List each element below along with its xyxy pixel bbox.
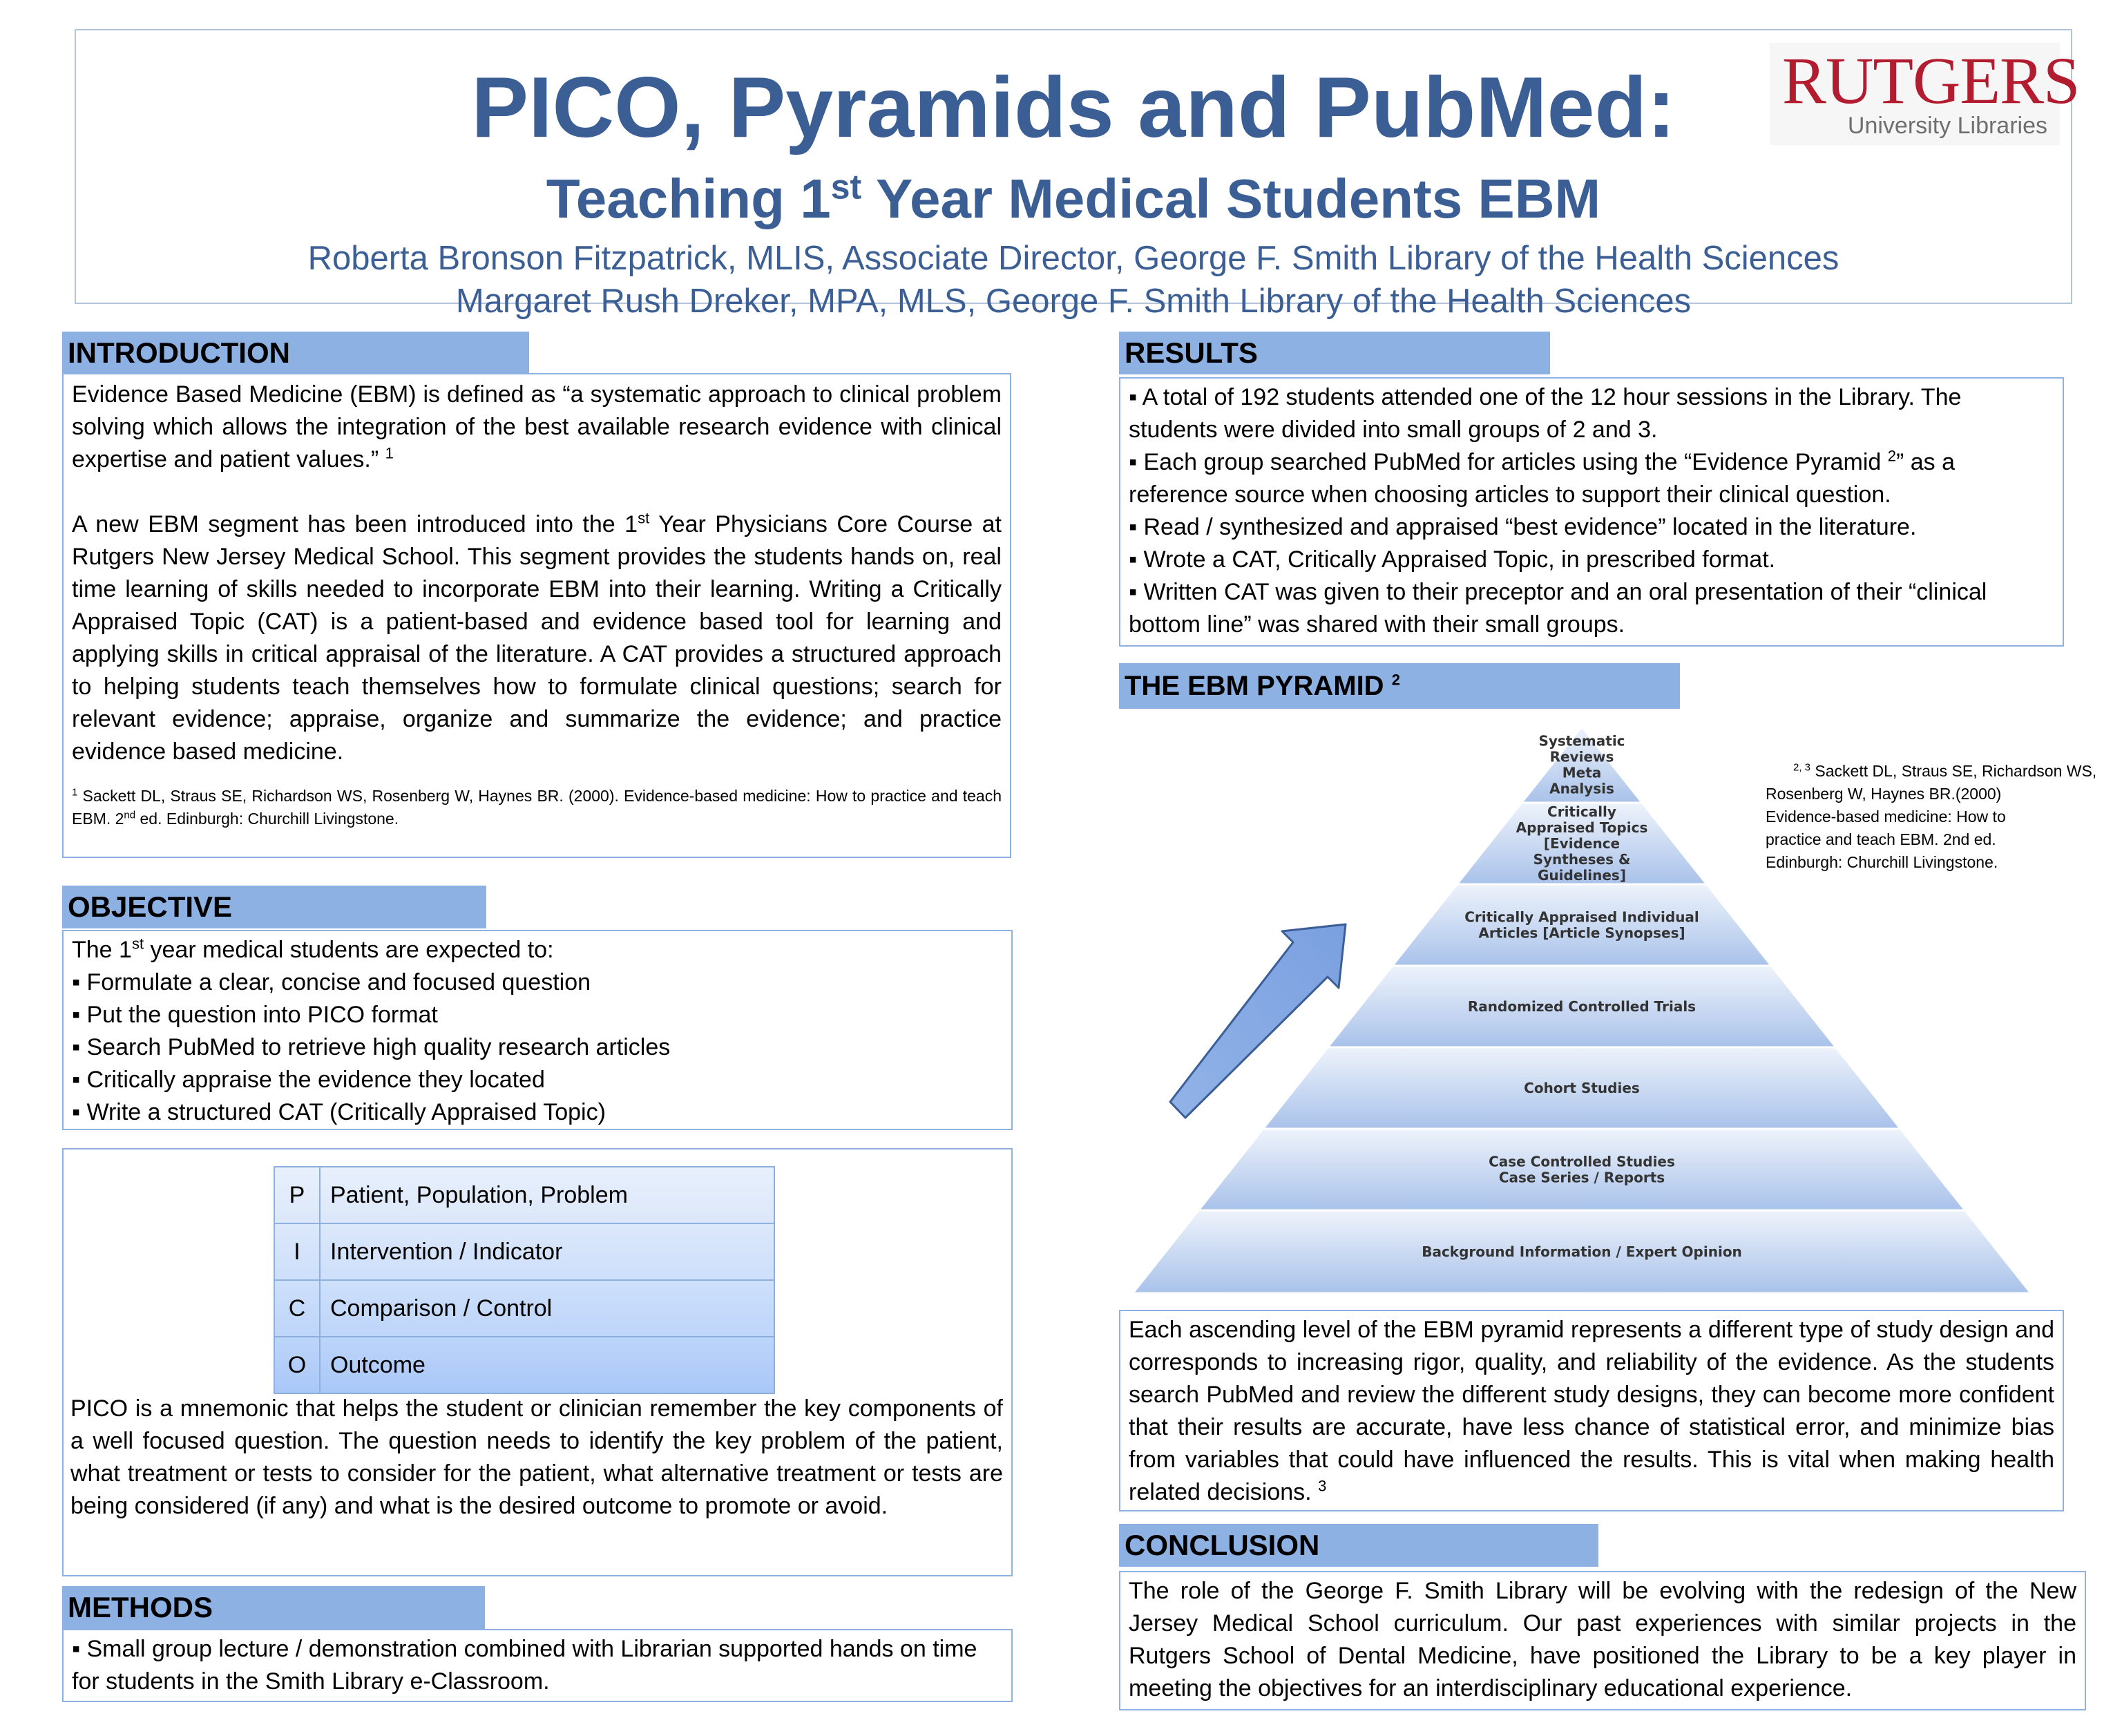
rutgers-logo — [1770, 43, 2080, 145]
pico-description: PICO is a mnemonic that helps the student or clinician remember the key components of a well focused question. The question needs to identify the key problem of the patient, what treatment or tests to consider for the patient, what alternative treatment or tests are being considered (if any) and what is the desired outcome to promote or avoid. — [70, 1395, 1003, 1519]
objective-item: ▪ Write a structured CAT (Critically Appraised Topic) — [72, 1099, 606, 1125]
pico-table — [274, 1166, 775, 1394]
pyramid-level-label: Analysis — [1549, 780, 1614, 797]
author-line-2: Margaret Rush Dreker, MPA, MLS, George F. Smith Library of the Health Sciences — [455, 283, 1692, 320]
pico-meaning: Comparison / Control — [320, 1280, 774, 1337]
introduction-paragraph-1: Evidence Based Medicine (EBM) is defined as “a systematic approach to clinical problem solving which allows the integration of the best available research evidence with clinical expertise and patient values.” $^1$ — [72, 381, 1002, 473]
objective-item: ▪ Put the question into PICO format — [72, 1002, 438, 1028]
pyramid-level-label: [Evidence — [1543, 835, 1621, 852]
pico-letter: P — [274, 1167, 320, 1223]
pyramid-description: Each ascending level of the EBM pyramid represents a different type of study design and corresponds to increasing rigor, quality, and reliability of the evidence. As the students search PubMed and review the different study designs, they can become more confident that their results are accurate, have less chance of statistical error, and minimize bias from variables that could have influenced the results. This is vital when making health related decisions. $^3$ — [1129, 1317, 2054, 1505]
pyramid-level-label: Case Series / Reports — [1498, 1169, 1665, 1186]
pico-meaning: Intervention / Indicator — [320, 1223, 774, 1280]
results-item: ▪ Each group searched PubMed for articles using the “Evidence Pyramid $^2$” as a reference source when choosing articles to support their clinical question. — [1129, 447, 1956, 508]
conclusion-text: The role of the George F. Smith Library will be evolving with the redesign of the New Jersey Medical School curriculum. Our past experiences with similar projects in the Rutgers School of Dental Medicine, have positioned the Library to be a key player in meeting the objectives for an interdisciplinary educational experience. — [1129, 1578, 2076, 1701]
conclusion-heading: CONCLUSION — [1119, 1524, 1598, 1567]
objective-item: ▪ Search PubMed to retrieve high quality research articles — [72, 1034, 671, 1060]
objective-list — [72, 966, 1003, 1129]
results-item: ▪ A total of 192 students attended one of the 12 hour sessions in the Library. The students were divided into small groups of 2 and 3. — [1129, 384, 1962, 443]
pico-row — [274, 1223, 774, 1280]
results-box — [1119, 377, 2064, 647]
pyramid-level-label: Articles [Article Synopses] — [1478, 924, 1685, 942]
objective-item: ▪ Critically appraise the evidence they located — [72, 1067, 545, 1093]
results-item: ▪ Read / synthesized and appraised “best evidence” located in the literature. — [1129, 514, 1917, 540]
pyramid-level-label: Syntheses & — [1533, 851, 1631, 868]
pyramid-level-label: Critically Appraised Individual — [1464, 908, 1699, 926]
methods-item: ▪ Small group lecture / demonstration combined with Librarian supported hands on time for students in the Smith Library e-Classroom. — [72, 1636, 977, 1695]
introduction-box — [62, 373, 1011, 858]
objective-intro: The 1st year medical students are expected to: — [72, 935, 554, 963]
poster-title: PICO, Pyramids and PubMed: — [471, 60, 1676, 155]
pyramid-level-label: Cohort Studies — [1524, 1080, 1640, 1096]
pyramid-level-label: Meta — [1562, 764, 1602, 781]
pyramid-reference: $^{2, 3}$ Sackett DL, Straus SE, Richardson WS, Rosenberg W, Haynes BR.(2000) Evidence-based medicine: How to practice and teach EBM. 2nd ed. Edinburgh: Churchill Livingstone. — [1766, 761, 2097, 871]
pyramid-level-label: Guidelines] — [1538, 867, 1626, 884]
pyramid-level-label: Case Controlled Studies — [1489, 1153, 1675, 1170]
pico-row — [274, 1337, 774, 1393]
pico-row — [274, 1167, 774, 1223]
introduction-heading: INTRODUCTION — [62, 332, 529, 374]
methods-box — [62, 1629, 1013, 1702]
pyramid-level-label: Systematic — [1538, 732, 1625, 750]
pyramid-level-label: Background Information / Expert Opinion — [1422, 1243, 1742, 1260]
pico-letter: I — [274, 1223, 320, 1280]
poster-subtitle: Teaching 1st Year Medical Students EBM — [546, 167, 1601, 229]
pyramid-heading: THE EBM PYRAMID $^2$ — [1119, 663, 1680, 709]
results-item: ▪ Wrote a CAT, Critically Appraised Topic, in prescribed format. — [1129, 546, 1776, 573]
logo-subtitle: University Libraries — [1847, 113, 2047, 139]
results-item: ▪ Written CAT was given to their preceptor and an oral presentation of their “clinical bottom line” was shared with their small groups. — [1129, 579, 1987, 638]
pico-row — [274, 1280, 774, 1337]
results-list — [1129, 381, 2054, 641]
pico-meaning: Outcome — [320, 1337, 774, 1393]
introduction-reference: $^1$ Sackett DL, Straus SE, Richardson WS, Rosenberg W, Haynes BR. (2000). Evidence-based medicine: How to practice and teach EBM. 2nd ed. Edinburgh: Churchill Livingstone. — [72, 786, 1002, 828]
author-line-1: Roberta Bronson Fitzpatrick, MLIS, Associate Director, George F. Smith Library of the Health Sciences — [307, 240, 1839, 277]
pyramid-description-box — [1119, 1310, 2064, 1511]
pyramid-level-label: Appraised Topics — [1516, 819, 1648, 836]
objective-item: ▪ Formulate a clear, concise and focused question — [72, 969, 591, 995]
pyramid-level-label: Critically — [1547, 803, 1616, 820]
conclusion-box — [1119, 1571, 2086, 1710]
objective-heading: OBJECTIVE — [62, 886, 486, 928]
objective-box — [62, 930, 1013, 1130]
pyramid-level-label: Randomized Controlled Trials — [1467, 998, 1696, 1015]
pico-letter: O — [274, 1337, 320, 1393]
introduction-paragraph-2: A new EBM segment has been introduced into the 1st Year Physicians Core Course at Rutgers New Jersey Medical School. This segment provides the students hands on, real time learning of skills needed to incorporate EBM into their learning. Writing a Critically Appraised Topic (CAT) is a patient-based and evidence based tool for learning and applying skills in critical appraisal of the literature. A CAT provides a structured approach to helping students teach themselves how to formulate clinical questions; search for relevant evidence; appraise, organize and summarize the evidence; and practice evidence based medicine. — [72, 509, 1002, 765]
pico-meaning: Patient, Population, Problem — [320, 1167, 774, 1223]
logo-wordmark: RUTGERS — [1782, 44, 2080, 117]
ascending-arrow-icon — [1160, 919, 1368, 1126]
results-heading: RESULTS — [1119, 332, 1550, 374]
methods-heading: METHODS — [62, 1586, 485, 1629]
pyramid-level-label: Reviews — [1549, 748, 1614, 765]
pico-letter: C — [274, 1280, 320, 1337]
